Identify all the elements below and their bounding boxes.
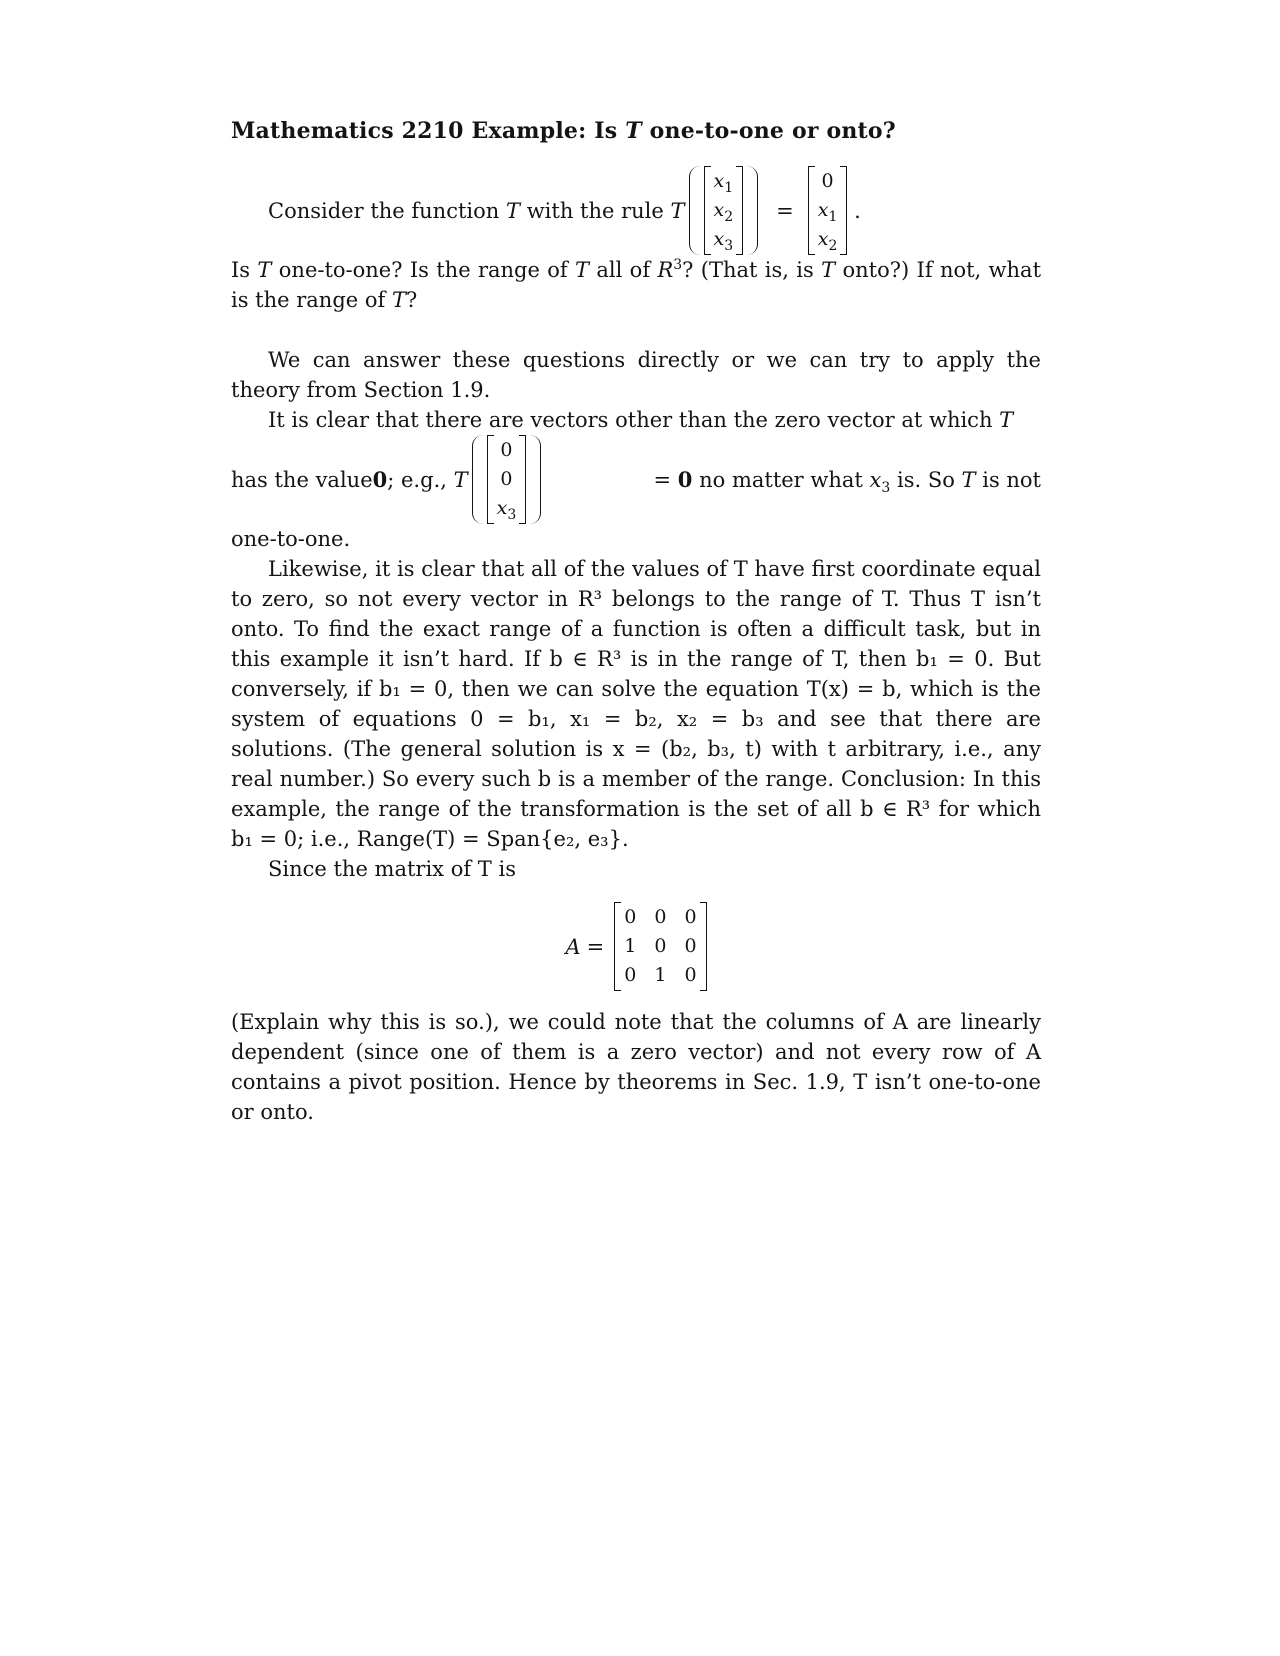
clear-paragraph-lead: It is clear that there are vectors other than the zero vector at which T: [268, 408, 1014, 432]
output-vector-entry: $x_1$: [817, 199, 838, 225]
matrix-A-entry: 0: [624, 964, 637, 986]
clear-paragraph-end: one-to-one.: [231, 527, 351, 551]
title-variable: T: [625, 118, 642, 144]
matrix-A-entry: 0: [684, 935, 697, 957]
input-vector-entry: $x_2$: [713, 199, 734, 225]
likewise-paragraph: Likewise, it is clear that all of the values of T have first coordinate equal to zero, so not every vector in R³ belongs to the range of T. Thus T isn’t onto. To find the exact range of a function is often a difficult task, but in this example it isn’t hard. If b ∈ R³ is in the range of T, then b₁ = 0. But conversely, if b₁ = 0, then we can solve the equation T(x) = b, which is the system of equations 0 = b₁, x₁ = b₂, x₂ = b₃ and see that there are solutions. (The general solution is x = (b₂, b₃, t) with t arbitrary, i.e., any real number.) So every such b is a member of the range. Conclusion: In this example, the range of the transformation is the set of all b ∈ R³ for which b₁ = 0; i.e., Range(T) = Span{e₂, e₃}.: [231, 557, 1041, 851]
rule-T: T: [670, 198, 685, 223]
matrix-display: A = 0 0 0 1 0 0 0 1 0: [231, 902, 1041, 991]
document-body: [231, 118, 1041, 1127]
output-vector-entry: 0: [821, 170, 834, 192]
title-prefix: Mathematics 2210 Example: Is: [231, 118, 626, 144]
explain-paragraph: (Explain why this is so.), we could note that the columns of A are linearly dependent (since one of them is a zero vector) and not every row of A contains a pivot position. Hence by theorems in Sec. 1.9, T isn’t one-to-one or onto.: [231, 1010, 1041, 1124]
document-title: [231, 118, 1041, 144]
matrix-A-entry: 0: [654, 935, 667, 957]
intro-lead: Consider the function: [268, 198, 500, 223]
zero-value-example: has the value 0 ; e.g., T 0 0 $x_3$ = 0 no matter what $x_3$ is. So T is not: [231, 435, 1041, 524]
kernel-vector-entry: 0: [500, 439, 513, 461]
output-vector-entry: $x_2$: [817, 228, 838, 254]
intro-mid: with the rule: [526, 198, 664, 223]
output-vector: [808, 166, 848, 255]
left-paren: [689, 166, 700, 255]
equals-sign: =: [776, 198, 794, 223]
matrix-A-entry: 0: [684, 964, 697, 986]
kernel-vector: [487, 435, 527, 524]
kernel-vector-entry: 0: [500, 468, 513, 490]
matrix-A-entry: 1: [624, 935, 637, 957]
matrix-A-entry: 1: [654, 964, 667, 986]
matrix-A: [614, 902, 706, 991]
theory-paragraph: We can answer these questions directly or we can try to apply the theory from Section 1.9.: [231, 348, 1041, 402]
input-vector-entry: $x_1$: [713, 170, 734, 196]
intro-T: T: [505, 198, 520, 223]
matrix-A-entry: 0: [684, 906, 697, 928]
matrix-label: A: [565, 934, 581, 959]
kernel-vector-entry: $x_3$: [496, 497, 517, 523]
input-vector-parens: [689, 166, 759, 255]
right-paren: [747, 166, 758, 255]
questions-paragraph: Is T one-to-one? Is the range of T all of $R^3$? (That is, is T onto?) If not, what is the range of T?: [231, 257, 1042, 312]
function-definition: Consider the function T with the rule T $x_1$ $x_2$ $x_3$ = 0 $x_1$ $x_2$ .: [231, 166, 1041, 255]
matrix-A-entry: 0: [624, 906, 637, 928]
title-suffix: one-to-one or onto?: [641, 118, 896, 144]
since-paragraph: Since the matrix of T is: [268, 857, 516, 881]
input-vector: [704, 166, 744, 255]
matrix-A-entry: 0: [654, 906, 667, 928]
input-vector-entry: $x_3$: [713, 228, 734, 254]
